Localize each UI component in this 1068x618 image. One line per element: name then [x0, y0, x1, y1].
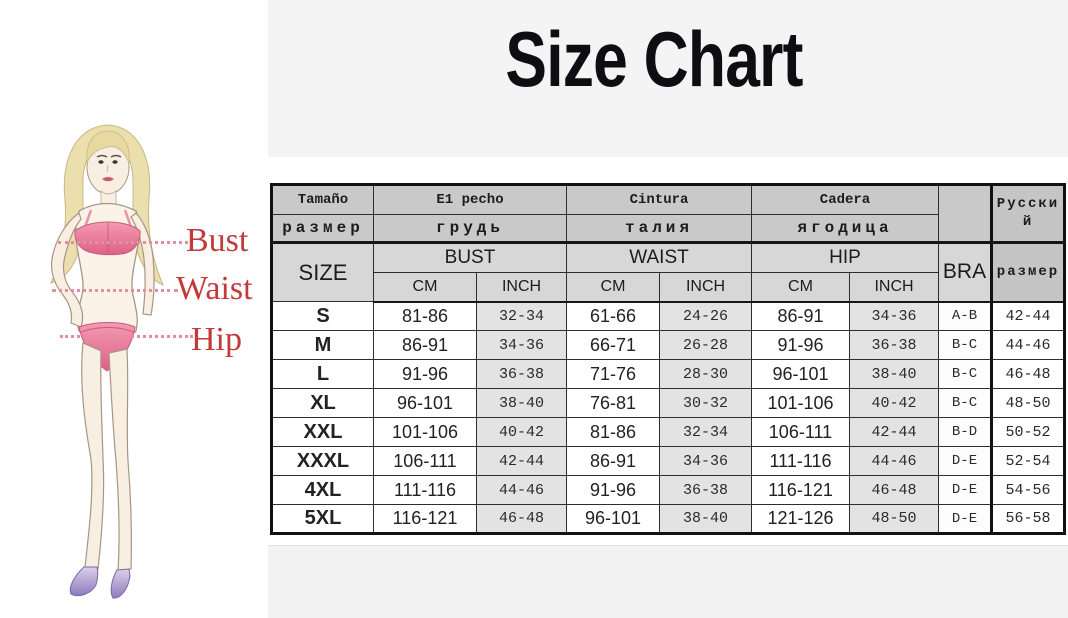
waist-inch-cell: 34-36	[660, 447, 752, 476]
russian-size-cell: 50-52	[992, 418, 1065, 447]
table-row-xxxl	[272, 447, 1065, 476]
size-cell: 5XL	[272, 505, 374, 534]
header-waist-inch: INCH	[660, 273, 752, 302]
bust-inch-cell: 40-42	[477, 418, 567, 447]
waist-inch-cell: 38-40	[660, 505, 752, 534]
size-cell: XXXL	[272, 447, 374, 476]
russian-size-cell: 52-54	[992, 447, 1065, 476]
header-waist-es: Cintura	[567, 185, 752, 215]
header-waist-ru: талия	[567, 215, 752, 243]
bust-inch-cell: 38-40	[477, 389, 567, 418]
bust-inch-cell: 42-44	[477, 447, 567, 476]
russian-size-cell: 44-46	[992, 331, 1065, 360]
hip-inch-cell: 48-50	[850, 505, 939, 534]
bust-inch-cell: 36-38	[477, 360, 567, 389]
header-size-ru: размер	[272, 215, 374, 243]
bust-dotted-line	[58, 241, 188, 244]
header-hip-inch: INCH	[850, 273, 939, 302]
bust-inch-cell: 46-48	[477, 505, 567, 534]
bust-cm-cell: 86-91	[374, 331, 477, 360]
waist-cm-cell: 61-66	[567, 302, 660, 331]
bra-cell: D-E	[939, 476, 992, 505]
bra-cell: D-E	[939, 447, 992, 476]
bra-cell: D-E	[939, 505, 992, 534]
hip-inch-cell: 36-38	[850, 331, 939, 360]
hip-dotted-line	[60, 335, 193, 338]
header-hip-cm: CM	[752, 273, 850, 302]
bust-inch-cell: 32-34	[477, 302, 567, 331]
header-bust-cm: CM	[374, 273, 477, 302]
size-cell: 4XL	[272, 476, 374, 505]
hip-label: Hip	[191, 321, 242, 358]
russian-size-cell: 42-44	[992, 302, 1065, 331]
russian-size-cell: 48-50	[992, 389, 1065, 418]
waist-dotted-line	[52, 289, 178, 292]
bust-label: Bust	[186, 222, 249, 259]
header-bust-inch: INCH	[477, 273, 567, 302]
bust-cm-cell: 111-116	[374, 476, 477, 505]
header-bra-empty-cell	[939, 185, 992, 243]
header-bust-en: BUST	[374, 243, 567, 273]
waist-cm-cell: 81-86	[567, 418, 660, 447]
header-size-en: SIZE	[272, 243, 374, 302]
size-cell: XXL	[272, 418, 374, 447]
bust-cm-cell: 101-106	[374, 418, 477, 447]
hip-cm-cell: 101-106	[752, 389, 850, 418]
waist-inch-cell: 36-38	[660, 476, 752, 505]
hip-inch-cell: 44-46	[850, 447, 939, 476]
russian-size-cell: 56-58	[992, 505, 1065, 534]
size-cell: XL	[272, 389, 374, 418]
hip-cm-cell: 116-121	[752, 476, 850, 505]
bust-cm-cell: 116-121	[374, 505, 477, 534]
hip-cm-cell: 86-91	[752, 302, 850, 331]
size-table	[270, 183, 1066, 535]
table-row-xxl	[272, 418, 1065, 447]
woman-sketch-drawing	[5, 115, 255, 615]
header-russian: Русский	[992, 185, 1065, 243]
header-hip-es: Cadera	[752, 185, 939, 215]
waist-label: Waist	[176, 270, 253, 307]
waist-inch-cell: 32-34	[660, 418, 752, 447]
hip-inch-cell: 40-42	[850, 389, 939, 418]
waist-inch-cell: 28-30	[660, 360, 752, 389]
header-hip-en: HIP	[752, 243, 939, 273]
bust-inch-cell: 44-46	[477, 476, 567, 505]
hip-cm-cell: 106-111	[752, 418, 850, 447]
waist-cm-cell: 96-101	[567, 505, 660, 534]
waist-inch-cell: 26-28	[660, 331, 752, 360]
bra-cell: B-D	[939, 418, 992, 447]
header-bust-ru: грудь	[374, 215, 567, 243]
waist-cm-cell: 71-76	[567, 360, 660, 389]
russian-size-cell: 54-56	[992, 476, 1065, 505]
header-bra: BRA	[939, 243, 992, 302]
header-waist-en: WAIST	[567, 243, 752, 273]
header-bust-es: E1 pecho	[374, 185, 567, 215]
russian-size-cell: 46-48	[992, 360, 1065, 389]
waist-cm-cell: 66-71	[567, 331, 660, 360]
hip-inch-cell: 42-44	[850, 418, 939, 447]
hip-inch-cell: 34-36	[850, 302, 939, 331]
bra-cell: B-C	[939, 389, 992, 418]
size-cell: S	[272, 302, 374, 331]
header-russian-size: размер	[992, 243, 1065, 302]
header-waist-cm: CM	[567, 273, 660, 302]
table-row-s	[272, 302, 1065, 331]
table-row-l	[272, 360, 1065, 389]
waist-cm-cell: 76-81	[567, 389, 660, 418]
table-row-5xl	[272, 505, 1065, 534]
bra-cell: A-B	[939, 302, 992, 331]
size-cell: M	[272, 331, 374, 360]
header-hip-ru: ягодица	[752, 215, 939, 243]
figure-illustration	[5, 115, 255, 615]
waist-cm-cell: 91-96	[567, 476, 660, 505]
hip-cm-cell: 111-116	[752, 447, 850, 476]
waist-inch-cell: 30-32	[660, 389, 752, 418]
page-title: Size Chart	[505, 14, 803, 103]
table-row-xl	[272, 389, 1065, 418]
bust-cm-cell: 106-111	[374, 447, 477, 476]
table-row-m	[272, 331, 1065, 360]
hip-cm-cell: 91-96	[752, 331, 850, 360]
bra-cell: B-C	[939, 360, 992, 389]
bra-cell: B-C	[939, 331, 992, 360]
waist-cm-cell: 86-91	[567, 447, 660, 476]
footer-background-band	[268, 545, 1068, 618]
hip-inch-cell: 38-40	[850, 360, 939, 389]
header-size-es: Tamaño	[272, 185, 374, 215]
bust-cm-cell: 96-101	[374, 389, 477, 418]
hip-cm-cell: 121-126	[752, 505, 850, 534]
size-cell: L	[272, 360, 374, 389]
bust-inch-cell: 34-36	[477, 331, 567, 360]
hip-cm-cell: 96-101	[752, 360, 850, 389]
bust-cm-cell: 91-96	[374, 360, 477, 389]
bust-cm-cell: 81-86	[374, 302, 477, 331]
hip-inch-cell: 46-48	[850, 476, 939, 505]
table-row-4xl	[272, 476, 1065, 505]
waist-inch-cell: 24-26	[660, 302, 752, 331]
